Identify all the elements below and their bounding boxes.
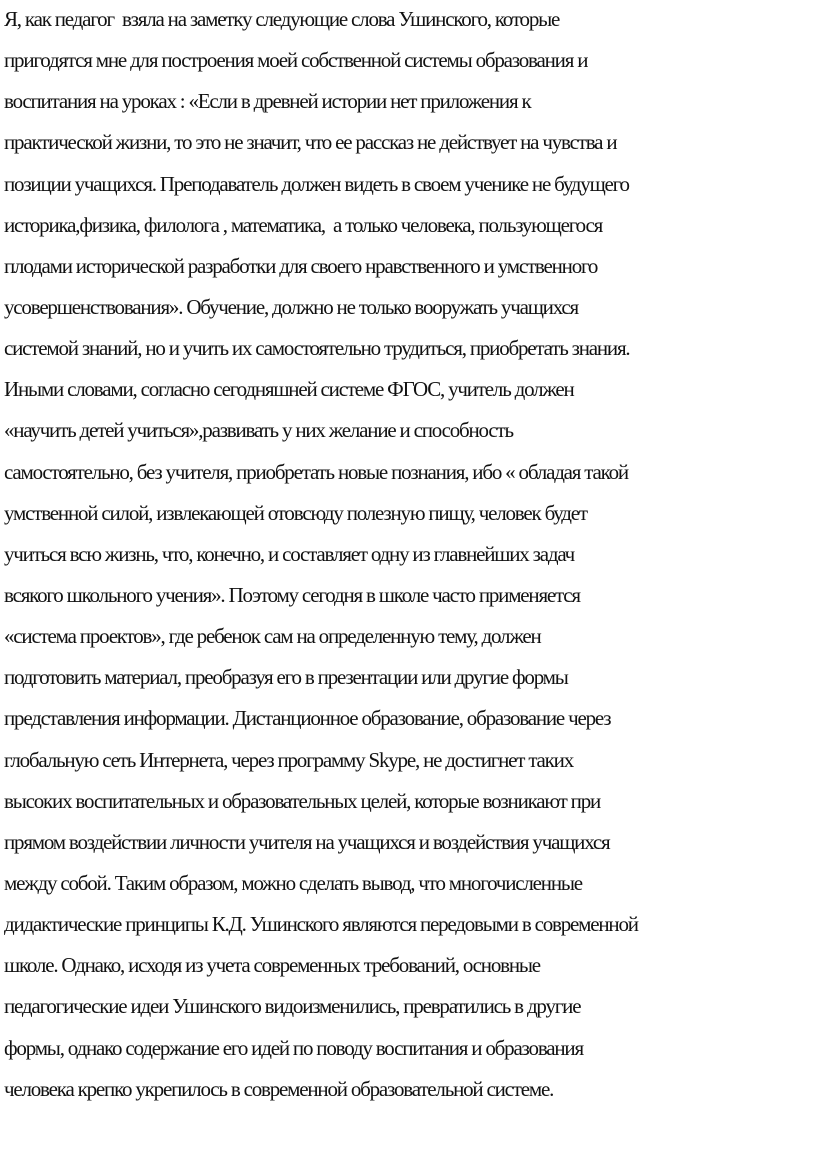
text-line: прямом воздействии личности учителя на учащихся и воздействия учащихся <box>4 829 610 854</box>
text-line: высоких воспитательных и образовательных целей, которые возникают при <box>4 788 601 813</box>
text-line: «научить детей учиться»,развивать у них желание и способность <box>4 418 513 443</box>
text-line: Я, как педагог взяла на заметку следующие слова Ушинского, которые <box>4 7 560 31</box>
text-line: всякого школьного учения». Поэтому сегодня в школе часто применяется <box>4 582 580 607</box>
text-line: пригодятся мне для построения моей собственной системы образования и <box>4 48 588 73</box>
text-line: умственной силой, извлекающей отовсюду полезную пищу, человек будет <box>4 500 587 525</box>
text-line: дидактические принципы К.Д. Ушинского являются передовыми в современной <box>4 912 638 937</box>
text-line: плодами исторической разработки для своего нравственного и умственного <box>4 253 598 278</box>
text-line: глобальную сеть Интернета, через программу Skype, не достигнет таких <box>4 747 574 772</box>
text-line: школе. Однако, исходя из учета современных требований, основные <box>4 953 540 978</box>
text-line: позиции учащихся. Преподаватель должен видеть в своем ученике не будущего <box>4 171 629 196</box>
text-line: практической жизни, то это не значит, что ее рассказ не действует на чувства и <box>4 130 617 155</box>
text-line: усовершенствования». Обучение, должно не только вооружать учащихся <box>4 294 578 319</box>
text-line: формы, однако содержание его идей по поводу воспитания и образования <box>4 1035 583 1060</box>
text-line: между собой. Таким образом, можно сделать вывод, что многочисленные <box>4 870 582 895</box>
text-line: историка,физика, филолога , математика, а только человека, пользующегося <box>4 212 603 237</box>
text-line: подготовить материал, преобразуя его в презентации или другие формы <box>4 665 568 690</box>
text-line: человека крепко укрепилось в современной образовательной системе. <box>4 1076 554 1101</box>
text-line: системой знаний, но и учить их самостоятельно трудиться, приобретать знания. <box>4 336 630 361</box>
text-line: самостоятельно, без учителя, приобретать новые познания, ибо « обладая такой <box>4 459 628 484</box>
text-line: педагогические идеи Ушинского видоизменились, превратились в другие <box>4 994 581 1019</box>
text-line: учиться всю жизнь, что, конечно, и составляет одну из главнейших задач <box>4 541 574 566</box>
text-line: «система проектов», где ребенок сам на определенную тему, должен <box>4 624 541 649</box>
text-line: Иными словами, согласно сегодняшней системе ФГОС, учитель должен <box>4 377 574 402</box>
body-paragraph <box>4 0 816 1110</box>
text-line: представления информации. Дистанционное образование, образование через <box>4 706 611 731</box>
text-line: воспитания на уроках : «Если в древней истории нет приложения к <box>4 89 531 114</box>
